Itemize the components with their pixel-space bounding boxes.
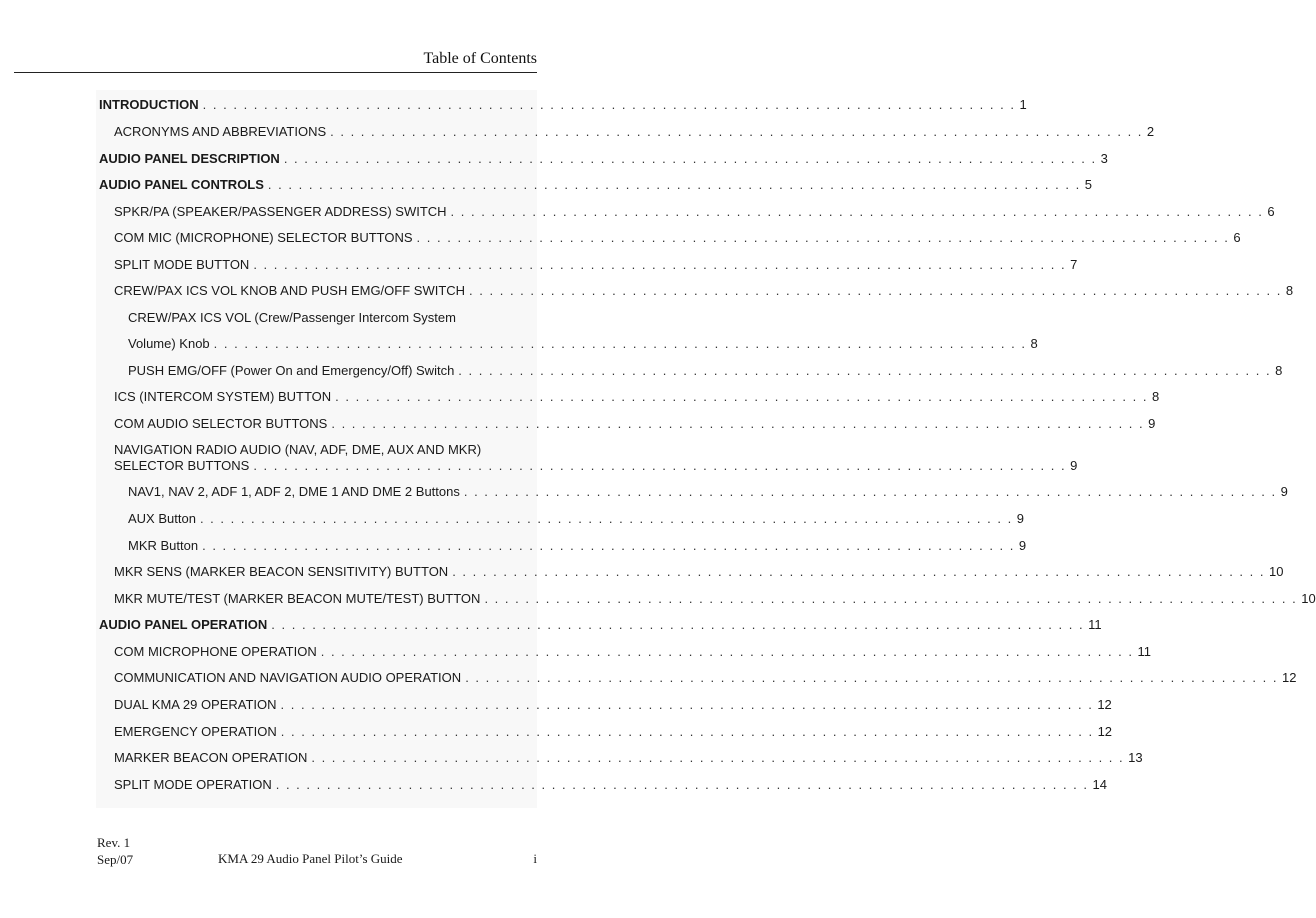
- toc-page-number: 6: [1267, 204, 1275, 219]
- toc-dot-leader: . . . . . . . . . . . . . . . . . . . . . . . . . . . . . . . . . . . . . . . . . . . . . . . . . . . . . . . . . . . . . . . . . . . . . . . . . . . . . . . .: [463, 484, 1277, 499]
- toc-dot-leader: . . . . . . . . . . . . . . . . . . . . . . . . . . . . . . . . . . . . . . . . . . . . . . . . . . . . . . . . . . . . . . . . . . . . . . . . . . . . . . . .: [311, 750, 1125, 765]
- toc-entry-title: COMMUNICATION AND NAVIGATION AUDIO OPERATION: [114, 670, 462, 685]
- toc-entry[interactable]: [114, 442, 530, 458]
- toc-entry[interactable]: [128, 363, 1283, 379]
- toc-entry-title: CREW/PAX ICS VOL KNOB AND PUSH EMG/OFF SWITCH: [114, 283, 466, 298]
- toc-page-number: 13: [1128, 750, 1143, 765]
- toc-entry[interactable]: [128, 538, 1027, 554]
- toc-entry[interactable]: [128, 336, 1038, 352]
- toc-entry-title: MKR SENS (MARKER BEACON SENSITIVITY) BUTTON: [114, 564, 449, 579]
- toc-page-number: 1: [1019, 97, 1027, 112]
- page-header-title: Table of Contents: [423, 50, 537, 67]
- toc-entry[interactable]: [114, 230, 1241, 246]
- toc-dot-leader: . . . . . . . . . . . . . . . . . . . . . . . . . . . . . . . . . . . . . . . . . . . . . . . . . . . . . . . . . . . . . . . . . . . . . . . . . . . . . . . .: [202, 97, 1016, 112]
- toc-entry[interactable]: [114, 564, 1284, 580]
- toc-entry-title: SPKR/PA (SPEAKER/PASSENGER ADDRESS) SWITCH: [114, 204, 447, 219]
- toc-page-number: 9: [1280, 484, 1288, 499]
- toc-dot-leader: . . . . . . . . . . . . . . . . . . . . . . . . . . . . . . . . . . . . . . . . . . . . . . . . . . . . . . . . . . . . . . . . . . . . . . . . . . . . . . . .: [271, 617, 1085, 632]
- toc-dot-leader: . . . . . . . . . . . . . . . . . . . . . . . . . . . . . . . . . . . . . . . . . . . . . . . . . . . . . . . . . . . . . . . . . . . . . . . . . . . . . . . .: [253, 458, 1067, 473]
- toc-page-number: 9: [1018, 538, 1027, 553]
- toc-dot-leader: . . . . . . . . . . . . . . . . . . . . . . . . . . . . . . . . . . . . . . . . . . . . . . . . . . . . . . . . . . . . . . . . . . . . . . . . . . . . . . . .: [275, 777, 1089, 792]
- toc-entry[interactable]: [99, 617, 1102, 633]
- toc-dot-leader: . . . . . . . . . . . . . . . . . . . . . . . . . . . . . . . . . . . . . . . . . . . . . . . . . . . . . . . . . . . . . . . . . . . . . . . . . . . . . . . .: [283, 151, 1097, 166]
- toc-page-number: 8: [1285, 283, 1294, 298]
- toc-entry-title: ICS (INTERCOM SYSTEM) BUTTON: [114, 389, 332, 404]
- toc-dot-leader: . . . . . . . . . . . . . . . . . . . . . . . . . . . . . . . . . . . . . . . . . . . . . . . . . . . . . . . . . . . . . . . . . . . . . . . . . . . . . . . .: [465, 670, 1278, 685]
- toc-entry-title: AUDIO PANEL DESCRIPTION: [99, 151, 280, 166]
- toc-page-number: 9: [1070, 458, 1078, 473]
- toc-page-number: 9: [1016, 511, 1024, 526]
- toc-page-number: 10: [1268, 564, 1284, 579]
- toc-page-number: 11: [1088, 617, 1102, 632]
- toc-entry[interactable]: [128, 511, 1024, 527]
- footer-date: Sep/07: [97, 852, 134, 867]
- toc-entry-title: AUDIO PANEL OPERATION: [99, 617, 268, 632]
- footer-revision: [97, 834, 133, 868]
- toc-entry[interactable]: [114, 777, 1107, 793]
- toc-entry[interactable]: [128, 310, 530, 326]
- footer-document-title: KMA 29 Audio Panel Pilot’s Guide: [218, 851, 403, 866]
- toc-entry[interactable]: [114, 644, 1151, 660]
- toc-entry-title: MARKER BEACON OPERATION: [114, 750, 308, 765]
- toc-entry[interactable]: [99, 97, 1027, 113]
- toc-page-number: 8: [1030, 336, 1038, 351]
- toc-entry[interactable]: [99, 177, 1092, 193]
- footer-page-number: i: [533, 851, 537, 866]
- toc-entry-title: CREW/PAX ICS VOL (Crew/Passenger Intercom System: [128, 310, 456, 325]
- toc-entry-title: SELECTOR BUTTONS: [114, 458, 250, 473]
- toc-dot-leader: . . . . . . . . . . . . . . . . . . . . . . . . . . . . . . . . . . . . . . . . . . . . . . . . . . . . . . . . . . . . . . . . . . . . . . . . . . . . . . . .: [280, 697, 1094, 712]
- toc-entry-title: SPLIT MODE BUTTON: [114, 257, 250, 272]
- toc-entry[interactable]: [114, 591, 1316, 607]
- toc-entry[interactable]: [99, 151, 1108, 167]
- toc-dot-leader: . . . . . . . . . . . . . . . . . . . . . . . . . . . . . . . . . . . . . . . . . . . . . . . . . . . . . . . . . . . . . . . . . . . . . . . . . . . . . . . .: [335, 389, 1148, 404]
- toc-entry[interactable]: [114, 283, 1294, 299]
- toc-page-number: 12: [1097, 724, 1113, 739]
- toc-page-number: 2: [1146, 124, 1155, 139]
- toc-dot-leader: . . . . . . . . . . . . . . . . . . . . . . . . . . . . . . . . . . . . . . . . . . . . . . . . . . . . . . . . . . . . . . . . . . . . . . . . . . . . . . . .: [253, 257, 1067, 272]
- toc-page-number: 6: [1233, 230, 1241, 245]
- toc-dot-leader: . . . . . . . . . . . . . . . . . . . . . . . . . . . . . . . . . . . . . . . . . . . . . . . . . . . . . . . . . . . . . . . . . . . . . . . . . . . . . . . .: [267, 177, 1081, 192]
- toc-dot-leader: . . . . . . . . . . . . . . . . . . . . . . . . . . . . . . . . . . . . . . . . . . . . . . . . . . . . . . . . . . . . . . . . . . . . . . . . . . . . . . . .: [469, 283, 1282, 298]
- toc-entry-title: PUSH EMG/OFF (Power On and Emergency/Off) Switch: [128, 363, 455, 378]
- toc-entry-title: Volume) Knob: [128, 336, 210, 351]
- toc-entry[interactable]: [114, 750, 1143, 766]
- toc-entry[interactable]: [114, 389, 1160, 405]
- toc-entry-title: AUX Button: [128, 511, 196, 526]
- toc-entry[interactable]: [114, 724, 1113, 740]
- toc-dot-leader: . . . . . . . . . . . . . . . . . . . . . . . . . . . . . . . . . . . . . . . . . . . . . . . . . . . . . . . . . . . . . . . . . . . . . . . . . . . . . . . .: [199, 511, 1013, 526]
- toc-entry[interactable]: [114, 204, 1275, 220]
- toc-entry-title: COM MICROPHONE OPERATION: [114, 644, 317, 659]
- toc-dot-leader: . . . . . . . . . . . . . . . . . . . . . . . . . . . . . . . . . . . . . . . . . . . . . . . . . . . . . . . . . . . . . . . . . . . . . . . . . . . . . . . .: [331, 416, 1145, 431]
- toc-entry-title: ACRONYMS AND ABBREVIATIONS: [114, 124, 327, 139]
- toc-entry[interactable]: [114, 697, 1112, 713]
- toc-page-number: 8: [1275, 363, 1283, 378]
- toc-dot-leader: . . . . . . . . . . . . . . . . . . . . . . . . . . . . . . . . . . . . . . . . . . . . . . . . . . . . . . . . . . . . . . . . . . . . . . . . . . . . . . . .: [280, 724, 1094, 739]
- toc-entry-title: COM AUDIO SELECTOR BUTTONS: [114, 416, 328, 431]
- toc-page-number: 12: [1097, 697, 1112, 712]
- toc-page-number: 11: [1137, 644, 1151, 659]
- toc-page-number: 5: [1084, 177, 1092, 192]
- toc-entry-title: NAVIGATION RADIO AUDIO (NAV, ADF, DME, AUX AND MKR): [114, 442, 482, 457]
- footer-rev: Rev. 1: [97, 835, 131, 850]
- toc-entry-title: MKR Button: [128, 538, 199, 553]
- header-rule: [14, 72, 537, 73]
- toc-page-number: 3: [1100, 151, 1108, 166]
- toc-dot-leader: . . . . . . . . . . . . . . . . . . . . . . . . . . . . . . . . . . . . . . . . . . . . . . . . . . . . . . . . . . . . . . . . . . . . . . . . . . . . . . . .: [320, 644, 1134, 659]
- toc-page-number: 14: [1092, 777, 1107, 792]
- toc-page-number: 9: [1148, 416, 1156, 431]
- toc-entry[interactable]: [114, 458, 1078, 474]
- toc-dot-leader: . . . . . . . . . . . . . . . . . . . . . . . . . . . . . . . . . . . . . . . . . . . . . . . . . . . . . . . . . . . . . . . . . . . . . . . . . . . . . . . .: [416, 230, 1230, 245]
- toc-dot-leader: . . . . . . . . . . . . . . . . . . . . . . . . . . . . . . . . . . . . . . . . . . . . . . . . . . . . . . . . . . . . . . . . . . . . . . . . . . . . . . . .: [213, 336, 1027, 351]
- toc-page-number: 7: [1070, 257, 1078, 272]
- toc-entry[interactable]: [114, 124, 1155, 140]
- toc-page-number: 8: [1151, 389, 1160, 404]
- toc-dot-leader: . . . . . . . . . . . . . . . . . . . . . . . . . . . . . . . . . . . . . . . . . . . . . . . . . . . . . . . . . . . . . . . . . . . . . . . . . . . . . . . .: [330, 124, 1143, 139]
- toc-dot-leader: . . . . . . . . . . . . . . . . . . . . . . . . . . . . . . . . . . . . . . . . . . . . . . . . . . . . . . . . . . . . . . . . . . . . . . . . . . . . . . . .: [458, 363, 1272, 378]
- toc-entry[interactable]: [128, 484, 1288, 500]
- toc-dot-leader: . . . . . . . . . . . . . . . . . . . . . . . . . . . . . . . . . . . . . . . . . . . . . . . . . . . . . . . . . . . . . . . . . . . . . . . . . . . . . . . .: [452, 564, 1265, 579]
- toc-entry-title: MKR MUTE/TEST (MARKER BEACON MUTE/TEST) BUTTON: [114, 591, 481, 606]
- toc-page-number: 10: [1301, 591, 1316, 606]
- toc-dot-leader: . . . . . . . . . . . . . . . . . . . . . . . . . . . . . . . . . . . . . . . . . . . . . . . . . . . . . . . . . . . . . . . . . . . . . . . . . . . . . . . .: [450, 204, 1264, 219]
- toc-entry-title: AUDIO PANEL CONTROLS: [99, 177, 264, 192]
- toc-entry-title: SPLIT MODE OPERATION: [114, 777, 272, 792]
- toc-entry[interactable]: [114, 670, 1297, 686]
- table-of-contents: [96, 90, 1316, 808]
- toc-dot-leader: . . . . . . . . . . . . . . . . . . . . . . . . . . . . . . . . . . . . . . . . . . . . . . . . . . . . . . . . . . . . . . . . . . . . . . . . . . . . . . . .: [484, 591, 1298, 606]
- toc-entry[interactable]: [114, 257, 1078, 273]
- toc-entry-title: DUAL KMA 29 OPERATION: [114, 697, 277, 712]
- toc-entry-title: COM MIC (MICROPHONE) SELECTOR BUTTONS: [114, 230, 413, 245]
- toc-dot-leader: . . . . . . . . . . . . . . . . . . . . . . . . . . . . . . . . . . . . . . . . . . . . . . . . . . . . . . . . . . . . . . . . . . . . . . . . . . . . . . . .: [202, 538, 1015, 553]
- toc-entry-title: INTRODUCTION: [99, 97, 199, 112]
- toc-entry-title: EMERGENCY OPERATION: [114, 724, 277, 739]
- toc-page-number: 12: [1281, 670, 1297, 685]
- toc-entry-title: NAV1, NAV 2, ADF 1, ADF 2, DME 1 AND DME 2 Buttons: [128, 484, 460, 499]
- toc-entry[interactable]: [114, 416, 1156, 432]
